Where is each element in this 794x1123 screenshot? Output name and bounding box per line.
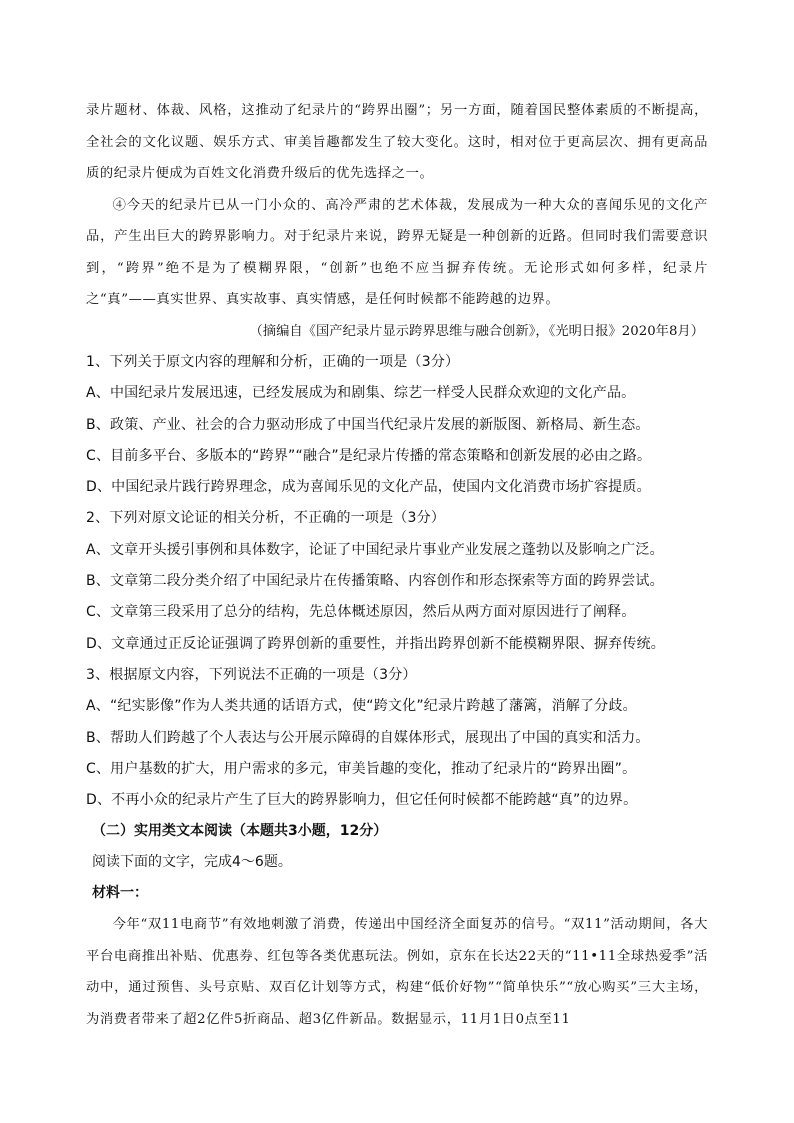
question-option-c: C、目前多平台、多版本的“跨界”“融合”是纪录片传播的常态策略和创新发展的必由之路。 bbox=[86, 447, 652, 464]
section-title: （二）实用类文本阅读（本题共3小题，12分） bbox=[92, 823, 388, 840]
question-3 bbox=[86, 660, 708, 816]
question-option-d: D、文章通过正反论证强调了跨界创新的重要性，并指出跨界创新不能模糊界限、摒弃传统。 bbox=[86, 635, 665, 652]
passage-paragraph-3-end: 录片题材、体裁、风格，这推动了纪录片的“跨界出圈”；另一方面，随着国民整体素质的不断提高，全社会的文化议题、娱乐方式、审美旨趣都发生了较大变化。这时，相对位于更高层次、拥有更高品质的纪录片便成为百姓文化消费升级后的优先选择之一。 bbox=[86, 103, 708, 181]
question-option-a: A、文章开头援引事例和具体数字，论证了中国纪录片事业产业发展之蓬勃以及影响之广泛。 bbox=[86, 541, 664, 558]
question-option-c: C、文章第三段采用了总分的结构，先总体概述原因，然后从两方面对原因进行了阐释。 bbox=[86, 604, 636, 621]
question-stem: 2、下列对原文论证的相关分析，不正确的一项是（3分） bbox=[86, 510, 446, 527]
question-option-a: A、“纪实影像”作为人类共通的话语方式，使“跨文化”纪录片跨越了藩篱，消解了分歧。 bbox=[86, 698, 637, 715]
question-option-c: C、用户基数的扩大，用户需求的多元，审美旨趣的变化，推动了纪录片的“跨界出圈”。 bbox=[86, 760, 637, 777]
passage-paragraph-4: ④今天的纪录片已从一门小众的、高冷严肃的艺术体裁，发展成为一种大众的喜闻乐见的文化产品，产生出巨大的跨界影响力。对于纪录片来说，跨界无疑是一种创新的近路。但同时我们需要意识到，“跨界”绝不是为了模糊界限，“创新”也绝不应当摒弃传统。无论形式如何多样，纪录片之“真”——真实世界、真实故事、真实情感，是任何时候都不能跨越的边界。 bbox=[86, 197, 708, 307]
question-stem: 1、下列关于原文内容的理解和分析，正确的一项是（3分） bbox=[86, 354, 460, 370]
section-instruction: 阅读下面的文字，完成4～6题。 bbox=[92, 854, 292, 871]
question-2 bbox=[86, 503, 708, 659]
question-option-b: B、帮助人们跨越了个人表达与公开展示障碍的自媒体形式，展现出了中国的真实和活力。 bbox=[86, 729, 650, 746]
passage-source: （摘编自《国产纪录片显示跨界思维与融合创新》，《光明日报》2020年8月） bbox=[249, 323, 704, 339]
material-label: 材料一： bbox=[92, 885, 148, 902]
question-1 bbox=[86, 347, 708, 503]
question-option-b: B、文章第二段分类介绍了中国纪录片在传播策略、内容创作和形态探索等方面的跨界尝试。 bbox=[86, 573, 664, 590]
question-option-a: A、中国纪录片发展迅速，已经发展成为和剧集、综艺一样受人民群众欢迎的文化产品。 bbox=[86, 385, 636, 402]
question-option-d: D、不再小众的纪录片产生了巨大的跨界影响力，但它任何时候都不能跨越“真”的边界。 bbox=[86, 792, 638, 809]
question-option-d: D、中国纪录片践行跨界理念，成为喜闻乐见的文化产品，使国内文化消费市场扩容提质。 bbox=[86, 479, 651, 496]
question-stem: 3、根据原文内容，下列说法不正确的一项是（3分） bbox=[86, 666, 417, 683]
question-option-b: B、政策、产业、社会的合力驱动形成了中国当代纪录片发展的新版图、新格局、新生态。 bbox=[86, 416, 650, 433]
material-one-text: 今年“双11电商节”有效地刺激了消费，传递出中国经济全面复苏的信号。“双11”活动期间，各大平台电商推出补贴、优惠券、红包等各类优惠玩法。例如，京东在长达22天的“11•11全球热爱季”活动中，通过预售、头号京贴、双百亿计划等方式，构建“低价好物”“简单快乐”“放心购买”三大主场，为消费者带来了超2亿件5折商品、超3亿件新品。数据显示，11月1日0点至11 bbox=[86, 917, 708, 1027]
